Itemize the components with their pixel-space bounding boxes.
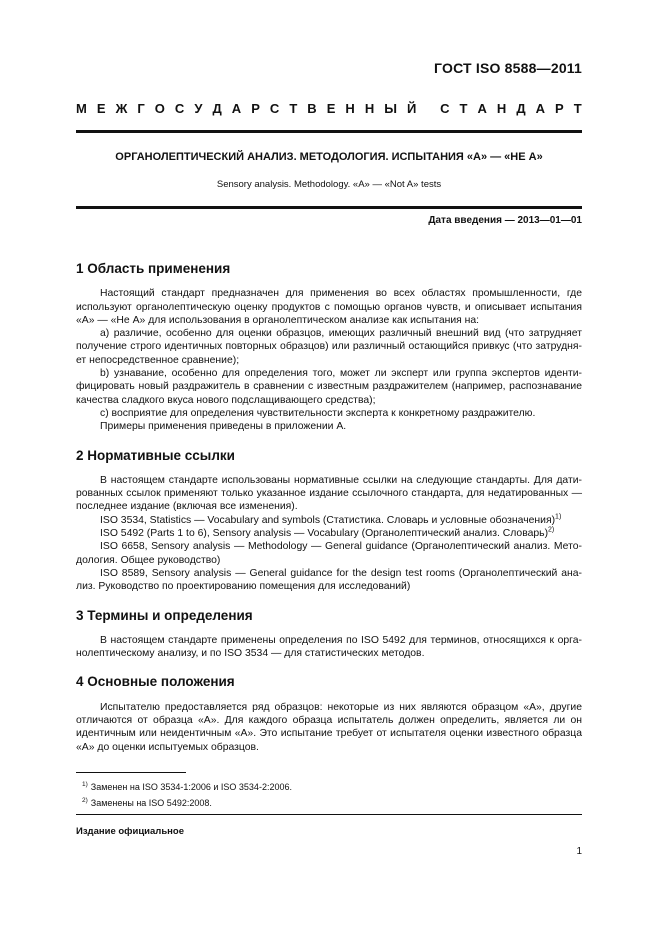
- page-number: 1: [576, 846, 582, 857]
- title-letter: Г: [137, 101, 145, 116]
- paragraph: Настоящий стандарт предназначен для применения во всех областях промышленности, где используют органолептическую оценку продуктов с помощью органов чувств, и описывает испытания «А» — «Не А» для использования в органолептическом анализе как испытания на:: [76, 288, 582, 326]
- document-body: [76, 262, 582, 769]
- reference-item: [76, 527, 582, 540]
- reference-item: [76, 514, 582, 527]
- introduction-date: Дата введения — 2013—01—01: [428, 215, 582, 226]
- section-terms: [76, 609, 582, 661]
- title-letter: Т: [573, 101, 582, 116]
- title-letter: Н: [364, 101, 375, 116]
- section-heading: 2 Нормативные ссылки: [76, 447, 235, 463]
- title-letter: Д: [212, 101, 222, 116]
- title-letter: С: [174, 101, 185, 116]
- title-letter: [426, 101, 430, 116]
- footnote: [76, 779, 582, 795]
- paragraph: Испытателю предоставляется ряд образцов: некоторые из них являются образцом «А», другие отличаются от образца «А». Для каждого образца испытатель должен определить, является ли он идентичным или неидентичным «А». Это испытание требует от испытателя оценки известного образца «А» до оценки испытуемых образцов.: [76, 701, 582, 753]
- interstate-standard-title: [76, 101, 582, 116]
- list-item: b) узнавание, особенно для определения того, может ли эксперт или группа экспертов идентифицировать новый раздражитель в сравнении с известным раздражителем (например, распознавание качества сладкого вкуса нового подслащивающего средства);: [76, 368, 582, 406]
- footer-rule: [76, 814, 582, 815]
- reference-item: [76, 567, 582, 594]
- footnote-text: Заменен на ISO 3534-1:2006 и ISO 3534-2:2006.: [90, 782, 292, 792]
- section-scope: [76, 262, 582, 434]
- title-letter: О: [154, 101, 165, 116]
- footnote-mark: 2): [548, 526, 555, 534]
- title-letter: У: [194, 101, 203, 116]
- title-letter: Е: [326, 101, 336, 116]
- footnote-rule: [76, 772, 186, 773]
- paragraph: В настоящем стандарте использованы нормативные ссылки на следующие стандарты. Для датированных ссылок применяют только указанное издание ссылочного стандарта, для недатированных — последнее издание (включая все изменения).: [76, 474, 582, 513]
- title-letter: Н: [345, 101, 355, 116]
- footnote: [76, 795, 582, 811]
- section-heading: 3 Термины и определения: [76, 607, 253, 623]
- document-number: ГОСТ ISO 8588—2011: [434, 60, 582, 76]
- official-edition-label: Издание официальное: [76, 826, 184, 837]
- title-letter: Р: [555, 101, 564, 116]
- footnote-text: Заменены на ISO 5492:2008.: [90, 798, 212, 808]
- section-principles: [76, 675, 582, 753]
- title-letter: А: [535, 101, 545, 116]
- section-normative-references: [76, 449, 582, 594]
- paragraph: В настоящем стандарте применены определения по ISO 5492 для терминов, относящихся к органолептическому анализу, и по ISO 3534 — для статистических методов.: [76, 634, 582, 660]
- title-letter: Н: [496, 101, 507, 116]
- title-letter: Й: [407, 101, 417, 116]
- footnotes: [76, 779, 582, 811]
- standard-title-en: Sensory analysis. Methodology. «A» — «Not A» tests: [216, 179, 442, 190]
- list-item: с) восприятие для определения чувствительности эксперта к конкретному раздражителю.: [100, 407, 536, 419]
- reference-text: ISO 8589, Sensory analysis — General guidance for the design test rooms (Органолептический анализ. Руководство по проектированию помещения для исследований): [76, 567, 582, 593]
- title-letter: А: [231, 101, 242, 116]
- footnote-mark: 1): [555, 513, 562, 521]
- title-letter: Д: [516, 101, 526, 116]
- section-heading: 4 Основные положения: [76, 674, 235, 690]
- reference-item: [76, 540, 582, 567]
- standard-title-ru: ОРГАНОЛЕПТИЧЕСКИЙ АНАЛИЗ. МЕТОДОЛОГИЯ. ИСПЫТАНИЯ «А» — «НЕ А»: [115, 151, 543, 163]
- footnote-mark: 1): [82, 781, 88, 788]
- title-letter: Е: [96, 101, 106, 116]
- title-letter: С: [269, 101, 280, 116]
- footnote-mark: 2): [82, 797, 88, 804]
- title-letter: М: [76, 101, 87, 116]
- top-rule: [76, 130, 582, 133]
- list-item: а) различие, особенно для оценки образцов, имеющих различный внешний вид (что затрудняет получение строго идентичных повторных образцов) или различный остающийся привкус (что затрудняет непосредственное сравнение);: [76, 328, 582, 366]
- title-letter: Т: [289, 101, 298, 116]
- paragraph: Примеры применения приведены в приложении А.: [100, 421, 347, 433]
- title-letter: Ж: [115, 101, 128, 116]
- title-rule: [76, 206, 582, 209]
- title-letter: А: [477, 101, 487, 116]
- reference-text: ISO 6658, Sensory analysis — Methodology — General guidance (Органолептический анализ. Методология. Общее руководство): [76, 541, 582, 566]
- title-letter: Р: [251, 101, 260, 116]
- title-letter: В: [307, 101, 317, 116]
- title-letter: Ы: [384, 101, 397, 116]
- section-heading: 1 Область применения: [76, 261, 231, 276]
- reference-text: ISO 5492 (Parts 1 to 6), Sensory analysis — Vocabulary (Органолептический анализ. Словарь): [100, 528, 549, 540]
- reference-text: ISO 3534, Statistics — Vocabulary and symbols (Статистика. Словарь и условные обозначения): [100, 514, 556, 526]
- title-letter: С: [440, 101, 450, 116]
- title-letter: Т: [459, 101, 468, 116]
